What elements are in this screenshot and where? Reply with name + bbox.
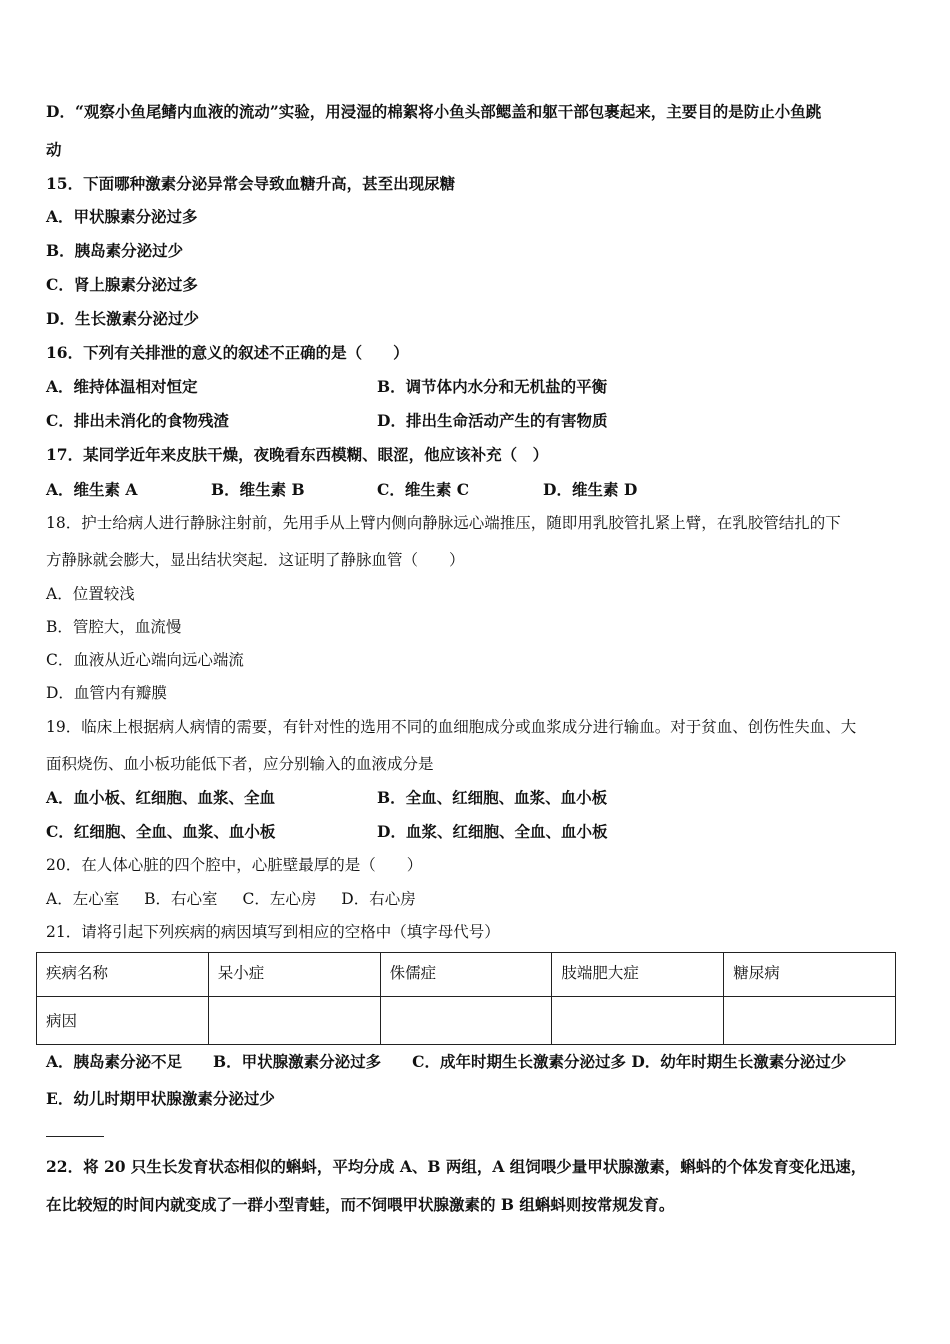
answer-cell[interactable] — [552, 997, 724, 1045]
q22-line2: 在比较短的时间内就变成了一群小型青蛙，而不饲喂甲状腺激素的 B 组蝌蚪则按常规发育。 — [46, 1195, 675, 1214]
q16-option-c: C．排出未消化的食物残渣 — [46, 411, 229, 430]
q14-option-d-line2: 动 — [46, 140, 62, 159]
q15-option-d: D．生长激素分泌过少 — [46, 309, 199, 328]
q16-option-b: B．调节体内水分和无机盐的平衡 — [377, 377, 608, 396]
table-row-label: 病因 — [37, 997, 209, 1045]
q18-option-b: B．管腔大，血流慢 — [46, 618, 182, 636]
q15-option-b: B．胰岛素分泌过少 — [46, 241, 184, 260]
q18-option-c: C．血液从近心端向远心端流 — [46, 651, 244, 669]
q17-stem: 17．某同学近年来皮肤干燥，夜晚看东西模糊、眼涩，他应该补充（ ） — [46, 445, 549, 464]
q15-option-a: A．甲状腺素分泌过多 — [46, 207, 198, 226]
q17-option-a: A．维生素 A — [46, 480, 138, 499]
answer-cell[interactable] — [380, 997, 552, 1045]
q21-options-line1: A．胰岛素分泌不足 B．甲状腺激素分泌过多 C．成年时期生长激素分泌过多 D．幼年时期生长激素分泌过少 — [46, 1052, 847, 1071]
q20-option-a: A．左心室 — [46, 890, 120, 908]
answer-cell[interactable] — [724, 997, 896, 1045]
q20-stem: 20．在人体心脏的四个腔中，心脏壁最厚的是（ ） — [46, 856, 423, 874]
q21-stem: 21．请将引起下列疾病的病因填写到相应的空格中（填字母代号） — [46, 923, 500, 941]
q14-option-d-line1: D．“观察小鱼尾鳍内血液的流动”实验，用浸湿的棉絮将小鱼头部鳃盖和躯干部包裹起来，主要目的是防止小鱼跳 — [46, 102, 822, 121]
answer-blank-line[interactable] — [46, 1136, 104, 1137]
q18-option-a: A．位置较浅 — [46, 585, 135, 603]
table-header-cell: 糖尿病 — [724, 953, 896, 997]
q16-option-a: A．维持体温相对恒定 — [46, 377, 198, 396]
q22-line1: 22．将 20 只生长发育状态相似的蝌蚪，平均分成 A、B 两组，A 组饲喂少量甲状腺激素，蝌蚪的个体发育变化迅速， — [46, 1157, 867, 1176]
q19-option-b: B．全血、红细胞、血浆、血小板 — [377, 788, 608, 807]
q17-option-d: D．维生素 D — [543, 480, 638, 499]
q20-option-d: D．右心房 — [341, 890, 416, 908]
q18-stem-line1: 18．护士给病人进行静脉注射前，先用手从上臂内侧向静脉远心端推压，随即用乳胶管扎紧上臂，在乳胶管结扎的下 — [46, 514, 841, 532]
table-header-cell: 呆小症 — [208, 953, 380, 997]
q15-stem: 15．下面哪种激素分泌异常会导致血糖升高，甚至出现尿糖 — [46, 174, 456, 193]
answer-cell[interactable] — [208, 997, 380, 1045]
table-row — [37, 997, 896, 1045]
q17-option-b: B．维生素 B — [211, 480, 305, 499]
q21-options-line2: E．幼儿时期甲状腺激素分泌过少 — [46, 1089, 275, 1108]
q16-option-d: D．排出生命活动产生的有害物质 — [377, 411, 608, 430]
table-header-cell: 侏儒症 — [380, 953, 552, 997]
q20-option-b: B．右心室 — [144, 890, 218, 908]
q19-option-c: C．红细胞、全血、血浆、血小板 — [46, 822, 276, 841]
q16-stem: 16．下列有关排泄的意义的叙述不正确的是（ ） — [46, 343, 409, 362]
q21-disease-table — [36, 952, 896, 1045]
q17-option-c: C．维生素 C — [377, 480, 470, 499]
q15-option-c: C．肾上腺素分泌过多 — [46, 275, 198, 294]
q20-option-c: C．左心房 — [242, 890, 317, 908]
q18-option-d: D．血管内有瓣膜 — [46, 684, 167, 702]
table-row — [37, 953, 896, 997]
q19-stem-line1: 19．临床上根据病人病情的需要，有针对性的选用不同的血细胞成分或血浆成分进行输血。对于贫血、创伤性失血、大 — [46, 718, 857, 736]
q19-stem-line2: 面积烧伤、血小板功能低下者，应分别输入的血液成分是 — [46, 755, 434, 773]
table-header-cell: 疾病名称 — [37, 953, 209, 997]
q19-option-a: A．血小板、红细胞、血浆、全血 — [46, 788, 276, 807]
q20-options — [46, 889, 416, 909]
table-header-cell: 肢端肥大症 — [552, 953, 724, 997]
q19-option-d: D．血浆、红细胞、全血、血小板 — [377, 822, 608, 841]
q18-stem-line2: 方静脉就会膨大，显出结状突起．这证明了静脉血管（ ） — [46, 551, 465, 569]
